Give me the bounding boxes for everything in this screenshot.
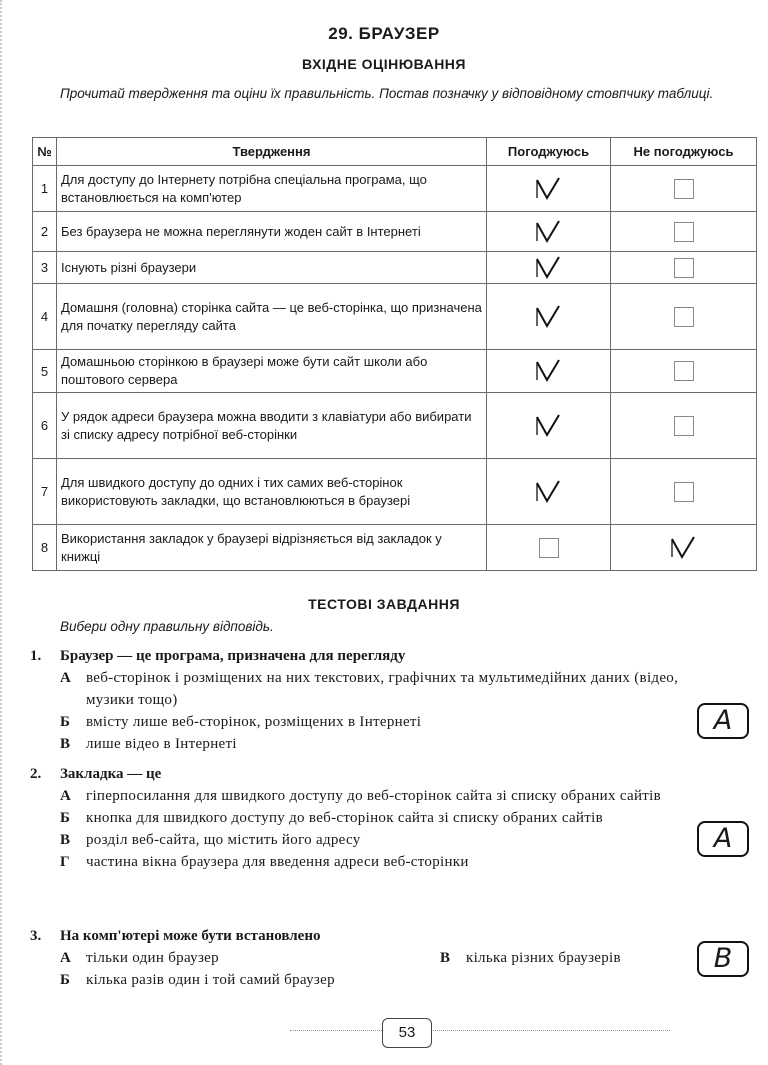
disagree-cell	[611, 350, 757, 393]
agree-cell	[487, 525, 611, 571]
disagree-checkbox-checked[interactable]	[670, 535, 698, 561]
agree-checkbox-checked[interactable]	[535, 255, 563, 281]
footer-rule	[290, 1030, 670, 1031]
option-b[interactable]	[30, 807, 760, 829]
row-number: 1	[33, 166, 57, 212]
table-row	[33, 284, 757, 350]
question-number: 3.	[30, 928, 42, 944]
row-number: 5	[33, 350, 57, 393]
option-text: лише відео в Інтернеті	[86, 736, 237, 752]
statement-text: Використання закладок у браузері відрізняється від закладок у книжці	[57, 525, 487, 571]
section-title: ВХІДНЕ ОЦІНЮВАННЯ	[302, 56, 466, 72]
binding-edge	[0, 0, 28, 1065]
option-text: тільки один браузер	[86, 950, 219, 966]
table-row	[33, 166, 757, 212]
disagree-checkbox[interactable]	[674, 482, 694, 502]
disagree-cell	[611, 166, 757, 212]
agree-cell	[487, 212, 611, 252]
option-text: веб-сторінок і розміщених на них текстових, графічних та мультимедійних даних (відео, музики тощо)	[86, 670, 679, 708]
question-1	[30, 645, 760, 755]
question-text: Закладка — це	[60, 766, 162, 782]
table-row	[33, 252, 757, 284]
disagree-checkbox[interactable]	[674, 179, 694, 199]
option-letter: А	[60, 788, 71, 804]
option-c[interactable]	[30, 733, 760, 755]
option-text: вмісту лише веб-сторінок, розміщених в Інтернеті	[86, 714, 422, 730]
statement-text: Для доступу до Інтернету потрібна спеціальна програма, що встановлюється на комп'ютер	[57, 166, 487, 212]
option-text: кнопка для швидкого доступу до веб-сторінок сайта зі списку обраних сайтів	[86, 810, 603, 826]
statement-text: Для швидкого доступу до одних і тих самих веб-сторінок використовують закладки, що встановлюються в браузері	[57, 459, 487, 525]
disagree-cell	[611, 393, 757, 459]
question-2	[30, 763, 760, 873]
instruction-text: Прочитай твердження та оціни їх правильність. Постав позначку у відповідному стовпчику таблиці.	[60, 86, 714, 101]
statement-text: У рядок адреси браузера можна вводити з клавіатури або вибирати зі списку адресу потрібної веб-сторінки	[57, 393, 487, 459]
tests-instruction: Вибери одну правильну відповідь.	[60, 619, 274, 634]
statements-table	[32, 137, 757, 571]
disagree-checkbox[interactable]	[674, 416, 694, 436]
row-number: 3	[33, 252, 57, 284]
option-letter: Г	[60, 854, 70, 870]
option-letter: В	[60, 832, 71, 848]
statement-text: Без браузера не можна переглянути жоден сайт в Інтернеті	[57, 212, 487, 252]
agree-cell	[487, 284, 611, 350]
agree-cell	[487, 393, 611, 459]
header-statement: Твердження	[57, 138, 487, 166]
disagree-checkbox[interactable]	[674, 361, 694, 381]
option-letter: А	[60, 670, 71, 686]
option-letter: А	[60, 950, 71, 966]
answer-box-3[interactable]: В	[697, 941, 749, 977]
table-header-row	[33, 138, 757, 166]
question-text: На комп'ютері може бути встановлено	[60, 928, 321, 944]
statement-text: Домашньою сторінкою в браузері може бути сайт школи або поштового сервера	[57, 350, 487, 393]
header-disagree: Не погоджуюсь	[611, 138, 757, 166]
option-a[interactable]	[30, 667, 760, 711]
agree-checkbox-checked[interactable]	[535, 413, 563, 439]
table-row	[33, 350, 757, 393]
option-text: частина вікна браузера для введення адреси веб-сторінки	[86, 854, 469, 870]
table-row	[33, 459, 757, 525]
option-letter: В	[440, 950, 451, 966]
option-letter: Б	[60, 972, 70, 988]
row-number: 8	[33, 525, 57, 571]
disagree-checkbox[interactable]	[674, 307, 694, 327]
row-number: 7	[33, 459, 57, 525]
disagree-cell	[611, 212, 757, 252]
disagree-cell	[611, 284, 757, 350]
page-number: 53	[382, 1018, 432, 1048]
option-c[interactable]	[30, 829, 760, 851]
agree-cell	[487, 252, 611, 284]
disagree-checkbox[interactable]	[674, 258, 694, 278]
option-letter: Б	[60, 714, 70, 730]
agree-cell	[487, 350, 611, 393]
question-number: 2.	[30, 766, 42, 782]
table-row	[33, 212, 757, 252]
agree-checkbox-checked[interactable]	[535, 219, 563, 245]
disagree-cell	[611, 459, 757, 525]
option-letter: Б	[60, 810, 70, 826]
question-3-option-c[interactable]	[440, 947, 690, 969]
option-text: кілька разів один і той самий браузер	[86, 972, 335, 988]
agree-checkbox-checked[interactable]	[535, 358, 563, 384]
option-text: гіперпосилання для швидкого доступу до веб-сторінок сайта зі списку обраних сайтів	[86, 788, 661, 804]
row-number: 6	[33, 393, 57, 459]
disagree-cell	[611, 525, 757, 571]
statement-text: Існують різні браузери	[57, 252, 487, 284]
tests-title: ТЕСТОВІ ЗАВДАННЯ	[308, 596, 460, 612]
row-number: 2	[33, 212, 57, 252]
agree-checkbox-checked[interactable]	[535, 479, 563, 505]
option-letter: В	[60, 736, 71, 752]
agree-checkbox-checked[interactable]	[535, 304, 563, 330]
option-text: розділ веб-сайта, що містить його адресу	[86, 832, 361, 848]
question-text: Браузер — це програма, призначена для перегляду	[60, 648, 406, 664]
disagree-cell	[611, 252, 757, 284]
statement-text: Домашня (головна) сторінка сайта — це веб-сторінка, що призначена для початку перегляду сайта	[57, 284, 487, 350]
answer-box-1[interactable]: А	[697, 703, 749, 739]
option-b[interactable]	[30, 711, 760, 733]
option-b[interactable]	[30, 969, 760, 991]
agree-checkbox[interactable]	[539, 538, 559, 558]
header-agree: Погоджуюсь	[487, 138, 611, 166]
header-number: №	[33, 138, 57, 166]
question-number: 1.	[30, 648, 42, 664]
chapter-title: 29. БРАУЗЕР	[328, 24, 440, 43]
agree-checkbox-checked[interactable]	[535, 176, 563, 202]
row-number: 4	[33, 284, 57, 350]
option-d[interactable]	[30, 851, 760, 873]
table-row	[33, 393, 757, 459]
answer-box-2[interactable]: А	[697, 821, 749, 857]
agree-cell	[487, 459, 611, 525]
disagree-checkbox[interactable]	[674, 222, 694, 242]
option-text: кілька різних браузерів	[466, 950, 621, 966]
table-row	[33, 525, 757, 571]
option-a[interactable]	[30, 785, 760, 807]
agree-cell	[487, 166, 611, 212]
